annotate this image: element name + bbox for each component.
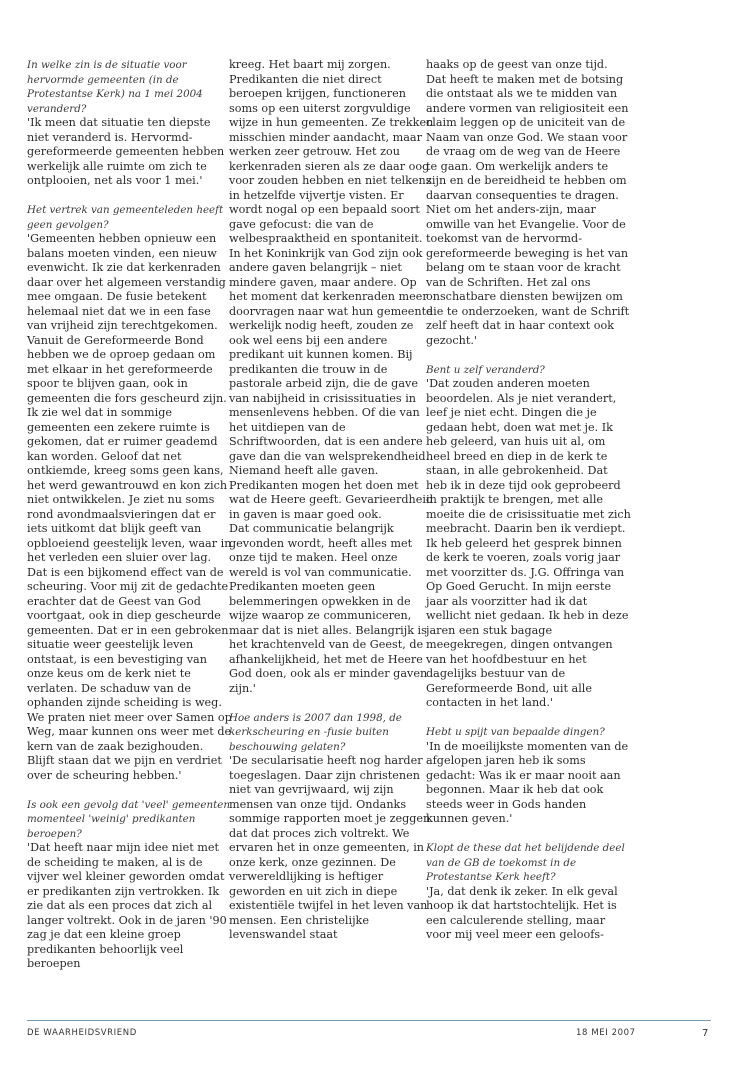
footer-divider bbox=[27, 1020, 711, 1021]
page-number: 7 bbox=[702, 1028, 709, 1039]
interview-question: Is ook een gevolg dat 'veel' gemeenten momenteel 'weinig' predikanten beroepen? bbox=[27, 798, 230, 840]
interview-answer: kreeg. Het baart mij zorgen. Predikanten die niet direct beroepen krijgen, functioneren soms op een uiterst zorgvuldige wijze in hun gemeenten. Ze trekken misschien minder aandacht, maar werken zeer getrouw. Het zou kerkenraden sieren als ze daar oog voor zouden hebben en niet telkens in hetzelfde vijvertje visten. Er wordt nogal op een bepaald soort gave gefocust: die van de welbespraaktheid en spontaniteit. In het Koninkrijk van God zijn ook andere gaven belangrijk – niet mindere gaven, maar andere. Op het moment dat kerkenraden meer doorvragen naar wat hun gemeente werkelijk nodig heeft, zouden ze ook wel eens bij een andere predikant uit kunnen komen. Bij predikanten die trouw in de pastorale arbeid zijn, die de gave van nabijheid in crisissituaties in mensenlevens hebben. Of die van het uitdiepen van de Schriftwoorden, dat is een andere gave dan die van welsprekendheid. Niemand heeft alle gaven. Predikanten mogen het doen met wat de Heere geeft. Gevarieerdheid in gaven is maar goed ook. Dat communicatie belangrijk gevonden wordt, heeft alles met onze tijd te maken. Heel onze wereld is vol van communicatie. Predikanten moeten geen belemmeringen opwekken in de wijze waarop ze communiceren, maar dat is niet alles. Belangrijk is het krachtenveld van de Geest, de afhankelijkheid, het met de Heere God doen, ook als er minder gaven zijn.' bbox=[229, 58, 434, 695]
interview-question: Bent u zelf veranderd? bbox=[426, 363, 545, 376]
interview-question: Het vertrek van gemeenteleden heeft geen gevolgen? bbox=[27, 204, 224, 231]
interview-question: Hebt u spijt van bepaalde dingen? bbox=[426, 726, 605, 738]
interview-answer: 'Gemeenten hebben opnieuw een balans moeten vinden, een nieuw evenwicht. Ik zie dat kerkenraden daar over het algemeen verstandig mee omgaan. De fusie betekent helemaal niet dat we in een fase van vrijheid zijn terechtgekomen. Vanuit de Gereformeerde Bond hebben we de oproep gedaan om met elkaar in het gereformeerde spoor te blijven gaan, ook in gemeenten die fors gescheurd zijn. Ik zie wel dat in sommige gemeenten een zekere ruimte is gekomen, dat er ruimer geademd kan worden. Geloof dat net ontkiemde, kreeg soms geen kans, het werd gewantrouwd en kon zich niet ontwikkelen. Je ziet nu soms rond avondmaalsvieringen dat er iets uitkomt dat blijk geeft van opbloeiend geestelijk leven, waar in het verleden een sluier over lag. Dat is een bijkomend effect van de scheuring. Voor mij zit de gedachte erachter dat de Geest van God voortgaat, ook in diep gescheurde gemeenten. Dat er in een gebroken situatie weer geestelijk leven ontstaat, is een bevestiging van onze keus om de kerk niet te verlaten. De schaduw van de ophanden zijnde scheiding is weg. We praten niet meer over Samen op Weg, maar kunnen ons weer met de kern van de zaak bezighouden. Blijft staan dat we pijn en verdriet over de scheuring hebben.' bbox=[27, 232, 232, 782]
issue-date: 18 MEI 2007 bbox=[576, 1028, 636, 1038]
interview-question: In welke zin is de situatie voor hervormde gemeenten (in de Protestantse Kerk) na 1 mei 2004 veranderd? bbox=[27, 59, 203, 115]
interview-answer: 'Dat heeft naar mijn idee niet met de scheiding te maken, al is de vijver wel kleiner geworden omdat er predikanten zijn vertrokken. Ik zie dat als een proces dat zich al langer voltrekt. Ook in de jaren '90 zag je dat een kleine groep predikanten behoorlijk veel beroepen bbox=[27, 841, 227, 970]
interview-answer: 'De secularisatie heeft nog harder toegeslagen. Daar zijn christenen niet van gevrijwaard, wij zijn mensen van onze tijd. Ondanks sommige rapporten moet je zeggen dat dat proces zich voltrekt. We ervaren het in onze gemeenten, in onze kerk, onze gezinnen. De verwereldlijking is heftiger geworden en uit zich in diepe existentiële twijfel in het leven van mensen. Een christelijke levenswandel staat bbox=[229, 754, 431, 941]
interview-answer: 'Ja, dat denk ik zeker. In elk geval hoop ik dat hartstochtelijk. Het is een calculerende stelling, maar voor mij veel meer een geloofs- bbox=[426, 884, 618, 941]
article-column-1 bbox=[27, 58, 232, 972]
interview-answer: 'In de moeilijkste momenten van de afgelopen jaren heb ik soms gedacht: Was ik er maar nooit aan begonnen. Maar ik heb dat ook steeds weer in Gods handen kunnen geven.' bbox=[426, 739, 629, 825]
interview-answer: 'Dat zouden anderen moeten beoordelen. Als je niet verandert, leef je niet echt. Dingen die je gedaan hebt, doen wat met je. Ik heb geleerd, van huis uit al, om heel breed en diep in de kerk te staan, in alle gebrokenheid. Dat heb ik in deze tijd ook geprobeerd in praktijk te brengen, met alle moeite die de crisissituatie met zich meebracht. Daarin ben ik verdiept. Ik heb geleerd het gesprek binnen de kerk te voeren, zoals vorig jaar met voorzitter ds. J.G. Offringa van Op Goed Gerucht. In mijn eerste jaar als voorzitter had ik dat wellicht niet gedaan. Ik heb in deze jaren een stuk bagage meegekregen, dingen ontvangen van het hoofdbestuur en het dagelijks bestuur van de Gereformeerde Bond, uit alle contacten in het land.' bbox=[426, 377, 631, 709]
interview-answer: haaks op de geest van onze tijd. Dat heeft te maken met de botsing die ontstaat als we te midden van andere vormen van religiositeit een claim leggen op de uniciteit van de Naam van onze God. We staan voor de vraag om de weg van de Heere te gaan. Om werkelijk anders te zijn en de bereidheid te hebben om daarvan consequenties te dragen. Niet om het anders-zijn, maar omwille van het Evangelie. Voor de toekomst van de hervormd-gereformeerde beweging is het van belang om te staan voor de kracht van de Schriften. Het zal ons onschatbare diensten bewijzen om die te onderzoeken, want de Schrift zelf heeft dat in haar context ook gezocht.' bbox=[426, 58, 630, 347]
article-column-2 bbox=[229, 58, 434, 943]
publication-name: DE WAARHEIDSVRIEND bbox=[27, 1028, 137, 1038]
interview-question: Klopt de these dat het belijdende deel van de GB de toekomst in de Protestantse Kerk heeft? bbox=[426, 842, 625, 883]
interview-answer: 'Ik meen dat situatie ten diepste niet veranderd is. Hervormd-gereformeerde gemeenten hebben werkelijk alle ruimte om zich te ontplooien, net als voor 1 mei.' bbox=[27, 116, 225, 187]
article-column-3 bbox=[426, 58, 631, 943]
interview-question: Hoe anders is 2007 dan 1998, de kerkscheuring en -fusie buiten beschouwing gelaten? bbox=[229, 711, 402, 753]
